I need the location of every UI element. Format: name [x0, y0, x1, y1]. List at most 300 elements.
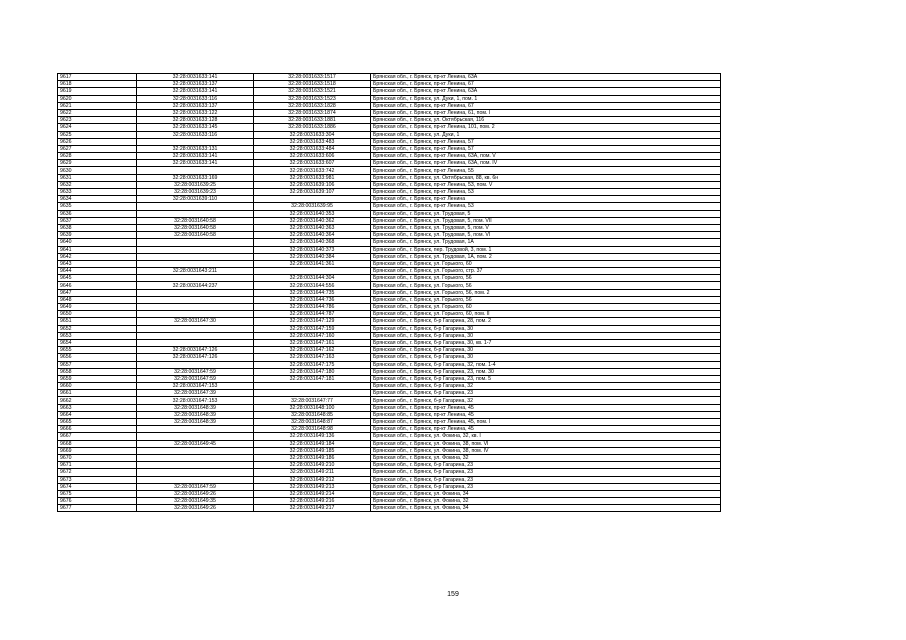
cadastral-number-cell: 32:28:0031644:735 [254, 289, 371, 296]
cadastral-number-cell: 32:28:0031644:787 [254, 311, 371, 318]
address-cell: Брянская обл., г. Брянск, б-р Гагарина, 30 [371, 325, 721, 332]
previous-cadastral-number-cell: 32:28:0031633:141 [137, 88, 254, 95]
address-cell: Брянская обл., г. Брянск, ул. Горького, 60 [371, 304, 721, 311]
address-cell: Брянская обл., г. Брянск, пер. Трудовой, 3, пом. 1 [371, 246, 721, 253]
previous-cadastral-number-cell [137, 433, 254, 440]
row-number-cell: 9652 [58, 325, 137, 332]
previous-cadastral-number-cell: 32:28:0031647:153 [137, 383, 254, 390]
previous-cadastral-number-cell [137, 325, 254, 332]
cadastral-number-cell: 32:28:0031647:181 [254, 375, 371, 382]
row-number-cell: 9654 [58, 339, 137, 346]
address-cell: Брянская обл., г. Брянск, ул. Трудовая, 5, пом. VI [371, 232, 721, 239]
previous-cadastral-number-cell: 32:28:0031649:26 [137, 490, 254, 497]
row-number-cell: 9675 [58, 490, 137, 497]
previous-cadastral-number-cell: 32:28:0031633:141 [137, 160, 254, 167]
address-cell: Брянская обл., г. Брянск, пр-кт Ленина, 45, пом. I [371, 419, 721, 426]
previous-cadastral-number-cell: 32:28:0031647:153 [137, 397, 254, 404]
address-cell: Брянская обл., г. Брянск, ул. Октябрьская, 116 [371, 117, 721, 124]
address-cell: Брянская обл., г. Брянск, ул. Фокина, 34 [371, 505, 721, 512]
previous-cadastral-number-cell: 32:28:0031649:35 [137, 498, 254, 505]
previous-cadastral-number-cell: 32:28:0031633:116 [137, 95, 254, 102]
previous-cadastral-number-cell: 32:28:0031644:237 [137, 282, 254, 289]
row-number-cell: 9670 [58, 454, 137, 461]
row-number-cell: 9676 [58, 498, 137, 505]
table-row [58, 181, 721, 188]
row-number-cell: 9632 [58, 181, 137, 188]
previous-cadastral-number-cell: 32:28:0031639:23 [137, 189, 254, 196]
address-cell: Брянская обл., г. Брянск, ул. Трудовая, 1А [371, 239, 721, 246]
previous-cadastral-number-cell [137, 275, 254, 282]
table-row [58, 224, 721, 231]
previous-cadastral-number-cell: 32:28:0031647:126 [137, 347, 254, 354]
row-number-cell: 9668 [58, 440, 137, 447]
table-row [58, 282, 721, 289]
address-cell: Брянская обл., г. Брянск, б-р Гагарина, 23, пом. 5 [371, 375, 721, 382]
cadastral-number-cell: 32:28:0031640:368 [254, 239, 371, 246]
address-cell: Брянская обл., г. Брянск, ул. Фокина, 32 [371, 454, 721, 461]
address-cell: Брянская обл., г. Брянск, пр-кт Ленина, 61, пом. I [371, 109, 721, 116]
cadastral-number-cell: 32:28:0031633:606 [254, 153, 371, 160]
cadastral-number-cell: 32:28:0031649:217 [254, 505, 371, 512]
cadastral-number-cell: 32:28:0031644:304 [254, 275, 371, 282]
cadastral-number-cell: 32:28:0031640:384 [254, 253, 371, 260]
cadastral-number-cell: 32:28:0031649:136 [254, 433, 371, 440]
row-number-cell: 9651 [58, 318, 137, 325]
previous-cadastral-number-cell: 32:28:0031639:110 [137, 196, 254, 203]
table-row [58, 419, 721, 426]
cadastral-number-cell [254, 383, 371, 390]
cadastral-number-cell: 32:28:0031647:180 [254, 368, 371, 375]
row-number-cell: 9666 [58, 426, 137, 433]
cadastral-number-cell: 32:28:0031633:1517 [254, 74, 371, 81]
table-row [58, 81, 721, 88]
cadastral-number-cell: 32:28:0031649:214 [254, 490, 371, 497]
cadastral-number-cell: 32:28:0031644:556 [254, 282, 371, 289]
address-cell: Брянская обл., г. Брянск, ул. Трудовая, 5, пом. V [371, 224, 721, 231]
row-number-cell: 9665 [58, 419, 137, 426]
cadastral-number-cell: 32:28:0031649:185 [254, 447, 371, 454]
address-cell: Брянская обл., г. Брянск, б-р Гагарина, 23, пом. 30 [371, 368, 721, 375]
previous-cadastral-number-cell: 32:28:0031649:26 [137, 505, 254, 512]
previous-cadastral-number-cell: 32:28:0031647:126 [137, 354, 254, 361]
table-row [58, 440, 721, 447]
cadastral-number-cell: 32:28:0031633:1886 [254, 124, 371, 131]
previous-cadastral-number-cell [137, 454, 254, 461]
row-number-cell: 9618 [58, 81, 137, 88]
address-cell: Брянская обл., г. Брянск, пр-кт Ленина, 45 [371, 404, 721, 411]
row-number-cell: 9622 [58, 109, 137, 116]
address-cell: Брянская обл., г. Брянск, ул. Горького, 56 [371, 275, 721, 282]
cadastral-number-cell: 32:28:0031640:353 [254, 210, 371, 217]
row-number-cell: 9648 [58, 296, 137, 303]
previous-cadastral-number-cell [137, 239, 254, 246]
table-row [58, 361, 721, 368]
address-cell: Брянская обл., г. Брянск, пр-кт Ленина, 53 [371, 189, 721, 196]
cadastral-number-cell: 32:28:0031649:210 [254, 462, 371, 469]
address-cell: Брянская обл., г. Брянск, ул. Горького, 60, пом. II [371, 311, 721, 318]
address-cell: Брянская обл., г. Брянск, б-р Гагарина, 30, кв. 1-7 [371, 339, 721, 346]
address-cell: Брянская обл., г. Брянск, ул. Фокина, 38, пом. IV [371, 447, 721, 454]
table-row [58, 189, 721, 196]
row-number-cell: 9672 [58, 469, 137, 476]
page-number: 159 [447, 591, 459, 598]
row-number-cell: 9663 [58, 404, 137, 411]
previous-cadastral-number-cell: 32:28:0031648:39 [137, 404, 254, 411]
table-row [58, 311, 721, 318]
row-number-cell: 9623 [58, 117, 137, 124]
previous-cadastral-number-cell: 32:28:0031648:39 [137, 411, 254, 418]
table-row [58, 109, 721, 116]
cadastral-number-cell: 32:28:0031639:107 [254, 189, 371, 196]
address-cell: Брянская обл., г. Брянск, ул. Дуки, 1, пом. 1 [371, 95, 721, 102]
row-number-cell: 9658 [58, 368, 137, 375]
address-cell: Брянская обл., г. Брянск, пр-кт Ленина, 67 [371, 102, 721, 109]
table-row [58, 469, 721, 476]
previous-cadastral-number-cell: 32:28:0031647:30 [137, 318, 254, 325]
cadastral-number-cell: 32:28:0031633:304 [254, 131, 371, 138]
row-number-cell: 9657 [58, 361, 137, 368]
row-number-cell: 9655 [58, 347, 137, 354]
table-row [58, 454, 721, 461]
table-row [58, 74, 721, 81]
table-row [58, 196, 721, 203]
row-number-cell: 9667 [58, 433, 137, 440]
address-cell: Брянская обл., г. Брянск, б-р Гагарина, 30 [371, 347, 721, 354]
table-row [58, 490, 721, 497]
cadastral-number-cell: 32:28:0031633:484 [254, 145, 371, 152]
cadastral-number-cell: 32:28:0031647:175 [254, 361, 371, 368]
table-row [58, 232, 721, 239]
table-row [58, 124, 721, 131]
previous-cadastral-number-cell [137, 304, 254, 311]
row-number-cell: 9669 [58, 447, 137, 454]
previous-cadastral-number-cell: 32:28:0031639:25 [137, 181, 254, 188]
cadastral-number-cell: 32:28:0031633:607 [254, 160, 371, 167]
previous-cadastral-number-cell [137, 332, 254, 339]
row-number-cell: 9644 [58, 268, 137, 275]
table-row [58, 145, 721, 152]
row-number-cell: 9646 [58, 282, 137, 289]
row-number-cell: 9635 [58, 203, 137, 210]
row-number-cell: 9637 [58, 217, 137, 224]
table-row [58, 268, 721, 275]
address-cell: Брянская обл., г. Брянск, б-р Гагарина, 23 [371, 476, 721, 483]
table-row [58, 411, 721, 418]
table-row [58, 260, 721, 267]
address-cell: Брянская обл., г. Брянск, ул. Октябрьская, 88, кв. 6н [371, 174, 721, 181]
previous-cadastral-number-cell: 32:28:0031633:141 [137, 153, 254, 160]
address-cell: Брянская обл., г. Брянск, ул. Фокина, 32, кв. I [371, 433, 721, 440]
table-row [58, 347, 721, 354]
table-row [58, 174, 721, 181]
address-cell: Брянская обл., г. Брянск, пр-кт Ленина, 55 [371, 167, 721, 174]
previous-cadastral-number-cell [137, 361, 254, 368]
previous-cadastral-number-cell: 32:28:0031647:59 [137, 375, 254, 382]
previous-cadastral-number-cell [137, 311, 254, 318]
previous-cadastral-number-cell: 32:28:0031633:116 [137, 131, 254, 138]
cadastral-number-cell: 32:28:0031649:184 [254, 440, 371, 447]
previous-cadastral-number-cell: 32:28:0031640:58 [137, 232, 254, 239]
row-number-cell: 9649 [58, 304, 137, 311]
table-row [58, 138, 721, 145]
address-cell: Брянская обл., г. Брянск, б-р Гагарина, 32 [371, 397, 721, 404]
row-number-cell: 9664 [58, 411, 137, 418]
address-cell: Брянская обл., г. Брянск, пр-кт Ленина, 53 [371, 203, 721, 210]
cadastral-number-cell: 32:28:0031648:98 [254, 426, 371, 433]
table-row [58, 383, 721, 390]
cadastral-number-cell: 32:28:0031640:362 [254, 217, 371, 224]
previous-cadastral-number-cell: 32:28:0031633:122 [137, 109, 254, 116]
cadastral-register-table [57, 73, 721, 512]
row-number-cell: 9660 [58, 383, 137, 390]
address-cell: Брянская обл., г. Брянск, ул. Дуки, 1 [371, 131, 721, 138]
row-number-cell: 9631 [58, 174, 137, 181]
previous-cadastral-number-cell: 32:28:0031648:39 [137, 419, 254, 426]
row-number-cell: 9647 [58, 289, 137, 296]
row-number-cell: 9677 [58, 505, 137, 512]
table-row [58, 210, 721, 217]
row-number-cell: 9639 [58, 232, 137, 239]
table-row [58, 246, 721, 253]
previous-cadastral-number-cell: 32:28:0031643:211 [137, 268, 254, 275]
address-cell: Брянская обл., г. Брянск, ул. Фокина, 38, пом. VI [371, 440, 721, 447]
table-row [58, 505, 721, 512]
row-number-cell: 9640 [58, 239, 137, 246]
row-number-cell: 9645 [58, 275, 137, 282]
row-number-cell: 9627 [58, 145, 137, 152]
row-number-cell: 9650 [58, 311, 137, 318]
address-cell: Брянская обл., г. Брянск, б-р Гагарина, 30 [371, 332, 721, 339]
cadastral-number-cell: 32:28:0031647:159 [254, 325, 371, 332]
address-cell: Брянская обл., г. Брянск, ул. Фокина, 34 [371, 490, 721, 497]
table-row [58, 426, 721, 433]
cadastral-number-cell: 32:28:0031640:364 [254, 232, 371, 239]
previous-cadastral-number-cell [137, 246, 254, 253]
address-cell: Брянская обл., г. Брянск, пр-кт Ленина, 63А, пом. IV [371, 160, 721, 167]
table-row [58, 368, 721, 375]
table-row [58, 275, 721, 282]
register-sheet [57, 73, 721, 512]
table-row [58, 483, 721, 490]
address-cell: Брянская обл., г. Брянск, ул. Горького, 56 [371, 296, 721, 303]
previous-cadastral-number-cell: 32:28:0031633:137 [137, 81, 254, 88]
row-number-cell: 9620 [58, 95, 137, 102]
address-cell: Брянская обл., г. Брянск, пр-кт Ленина, 63А [371, 74, 721, 81]
previous-cadastral-number-cell [137, 296, 254, 303]
cadastral-number-cell: 32:28:0031648:85 [254, 411, 371, 418]
address-cell: Брянская обл., г. Брянск, пр-кт Ленина, 67 [371, 81, 721, 88]
previous-cadastral-number-cell: 32:28:0031640:58 [137, 217, 254, 224]
previous-cadastral-number-cell: 32:28:0031647:59 [137, 483, 254, 490]
previous-cadastral-number-cell [137, 167, 254, 174]
previous-cadastral-number-cell [137, 469, 254, 476]
cadastral-number-cell: 32:28:0031633:1881 [254, 117, 371, 124]
row-number-cell: 9662 [58, 397, 137, 404]
cadastral-number-cell: 32:28:0031649:211 [254, 469, 371, 476]
cadastral-number-cell: 32:28:0031641:361 [254, 260, 371, 267]
table-row [58, 390, 721, 397]
table-row [58, 167, 721, 174]
row-number-cell: 9636 [58, 210, 137, 217]
previous-cadastral-number-cell: 32:28:0031633:128 [137, 117, 254, 124]
cadastral-number-cell [254, 390, 371, 397]
row-number-cell: 9642 [58, 253, 137, 260]
row-number-cell: 9638 [58, 224, 137, 231]
cadastral-number-cell: 32:28:0031648:87 [254, 419, 371, 426]
cadastral-number-cell: 32:28:0031639:95 [254, 203, 371, 210]
previous-cadastral-number-cell [137, 476, 254, 483]
table-row [58, 102, 721, 109]
cadastral-number-cell: 32:28:0031633:742 [254, 167, 371, 174]
cadastral-number-cell: 32:28:0031633:1518 [254, 81, 371, 88]
table-row [58, 462, 721, 469]
cadastral-number-cell: 32:28:0031647:129 [254, 318, 371, 325]
cadastral-number-cell: 32:28:0031647:161 [254, 339, 371, 346]
table-row [58, 339, 721, 346]
previous-cadastral-number-cell [137, 253, 254, 260]
table-row [58, 253, 721, 260]
row-number-cell: 9671 [58, 462, 137, 469]
table-row [58, 476, 721, 483]
address-cell: Брянская обл., г. Брянск, ул. Трудовая, 1А, пом. 2 [371, 253, 721, 260]
previous-cadastral-number-cell [137, 210, 254, 217]
previous-cadastral-number-cell: 32:28:0031649:45 [137, 440, 254, 447]
table-row [58, 404, 721, 411]
address-cell: Брянская обл., г. Брянск, б-р Гагарина, 28, пом. 2 [371, 318, 721, 325]
cadastral-number-cell: 32:28:0031649:213 [254, 483, 371, 490]
cadastral-number-cell: 32:28:0031644:736 [254, 296, 371, 303]
table-row [58, 239, 721, 246]
cadastral-number-cell: 32:28:0031648:100 [254, 404, 371, 411]
row-number-cell: 9674 [58, 483, 137, 490]
address-cell: Брянская обл., г. Брянск, б-р Гагарина, 23 [371, 469, 721, 476]
cadastral-number-cell: 32:28:0031647:77 [254, 397, 371, 404]
cadastral-number-cell: 32:28:0031644:786 [254, 304, 371, 311]
row-number-cell: 9653 [58, 332, 137, 339]
table-row [58, 95, 721, 102]
address-cell: Брянская обл., г. Брянск, б-р Гагарина, 32 [371, 383, 721, 390]
table-row [58, 296, 721, 303]
row-number-cell: 9656 [58, 354, 137, 361]
row-number-cell: 9630 [58, 167, 137, 174]
cadastral-number-cell: 32:28:0031640:363 [254, 224, 371, 231]
table-row [58, 447, 721, 454]
address-cell: Брянская обл., г. Брянск, пр-кт Ленина, 57 [371, 138, 721, 145]
previous-cadastral-number-cell: 32:28:0031633:137 [137, 102, 254, 109]
previous-cadastral-number-cell: 32:28:0031633:141 [137, 74, 254, 81]
previous-cadastral-number-cell: 32:28:0031633:145 [137, 124, 254, 131]
previous-cadastral-number-cell [137, 289, 254, 296]
address-cell: Брянская обл., г. Брянск, пр-кт Ленина, 45 [371, 411, 721, 418]
table-row [58, 304, 721, 311]
table-row [58, 433, 721, 440]
cadastral-number-cell: 32:28:0031639:106 [254, 181, 371, 188]
address-cell: Брянская обл., г. Брянск, пр-кт Ленина, 53, пом. V [371, 181, 721, 188]
table-row [58, 375, 721, 382]
cadastral-number-cell: 32:28:0031640:373 [254, 246, 371, 253]
address-cell: Брянская обл., г. Брянск, ул. Трудовая, 5 [371, 210, 721, 217]
address-cell: Брянская обл., г. Брянск, б-р Гагарина, 23 [371, 462, 721, 469]
table-row [58, 131, 721, 138]
previous-cadastral-number-cell: 32:28:0031633:169 [137, 174, 254, 181]
previous-cadastral-number-cell: 32:28:0031633:131 [137, 145, 254, 152]
table-row [58, 397, 721, 404]
row-number-cell: 9673 [58, 476, 137, 483]
row-number-cell: 9629 [58, 160, 137, 167]
row-number-cell: 9624 [58, 124, 137, 131]
table-row [58, 289, 721, 296]
cadastral-number-cell: 32:28:0031633:981 [254, 174, 371, 181]
table-row [58, 160, 721, 167]
cadastral-number-cell: 32:28:0031649:212 [254, 476, 371, 483]
address-cell: Брянская обл., г. Брянск, ул. Горького, 56 [371, 282, 721, 289]
cadastral-number-cell [254, 268, 371, 275]
address-cell: Брянская обл., г. Брянск, ул. Горького, 60 [371, 260, 721, 267]
row-number-cell: 9634 [58, 196, 137, 203]
table-row [58, 117, 721, 124]
previous-cadastral-number-cell [137, 447, 254, 454]
previous-cadastral-number-cell: 32:28:0031640:58 [137, 224, 254, 231]
address-cell: Брянская обл., г. Брянск, б-р Гагарина, 23 [371, 390, 721, 397]
address-cell: Брянская обл., г. Брянск, пр-кт Ленина, 63А [371, 88, 721, 95]
cadastral-number-cell: 32:28:0031633:1828 [254, 102, 371, 109]
cadastral-number-cell [254, 196, 371, 203]
row-number-cell: 9633 [58, 189, 137, 196]
address-cell: Брянская обл., г. Брянск, пр-кт Ленина, 63А, пом. V [371, 153, 721, 160]
cadastral-number-cell: 32:28:0031649:216 [254, 498, 371, 505]
previous-cadastral-number-cell [137, 203, 254, 210]
table-row [58, 203, 721, 210]
address-cell: Брянская обл., г. Брянск, пр-кт Ленина, 101, пом. 2 [371, 124, 721, 131]
row-number-cell: 9619 [58, 88, 137, 95]
cadastral-number-cell: 32:28:0031633:1521 [254, 88, 371, 95]
table-row [58, 332, 721, 339]
address-cell: Брянская обл., г. Брянск, ул. Фокина, 32 [371, 498, 721, 505]
address-cell: Брянская обл., г. Брянск, б-р Гагарина, 32, пом. 1-4 [371, 361, 721, 368]
previous-cadastral-number-cell [137, 462, 254, 469]
row-number-cell: 9661 [58, 390, 137, 397]
address-cell: Брянская обл., г. Брянск, ул. Трудовая, 5, пом. VII [371, 217, 721, 224]
cadastral-number-cell: 32:28:0031647:162 [254, 347, 371, 354]
address-cell: Брянская обл., г. Брянск, пр-кт Ленина, 45 [371, 426, 721, 433]
previous-cadastral-number-cell [137, 138, 254, 145]
address-cell: Брянская обл., г. Брянск, ул. Горького, стр. 37 [371, 268, 721, 275]
address-cell: Брянская обл., г. Брянск, б-р Гагарина, 23 [371, 483, 721, 490]
table-row [58, 318, 721, 325]
row-number-cell: 9621 [58, 102, 137, 109]
cadastral-number-cell: 32:28:0031633:1874 [254, 109, 371, 116]
row-number-cell: 9628 [58, 153, 137, 160]
address-cell: Брянская обл., г. Брянск, б-р Гагарина, 30 [371, 354, 721, 361]
row-number-cell: 9617 [58, 74, 137, 81]
table-row [58, 217, 721, 224]
previous-cadastral-number-cell [137, 339, 254, 346]
address-cell: Брянская обл., г. Брянск, пр-кт Ленина, 57 [371, 145, 721, 152]
previous-cadastral-number-cell: 32:28:0031647:59 [137, 368, 254, 375]
cadastral-number-cell: 32:28:0031647:163 [254, 354, 371, 361]
address-cell: Брянская обл., г. Брянск, ул. Горького, 56, пом. 2 [371, 289, 721, 296]
table-row [58, 88, 721, 95]
row-number-cell: 9643 [58, 260, 137, 267]
cadastral-number-cell: 32:28:0031647:160 [254, 332, 371, 339]
row-number-cell: 9659 [58, 375, 137, 382]
cadastral-number-cell: 32:28:0031649:186 [254, 454, 371, 461]
previous-cadastral-number-cell [137, 426, 254, 433]
cadastral-number-cell: 32:28:0031633:1523 [254, 95, 371, 102]
table-row [58, 354, 721, 361]
cadastral-number-cell: 32:28:0031633:483 [254, 138, 371, 145]
row-number-cell: 9626 [58, 138, 137, 145]
